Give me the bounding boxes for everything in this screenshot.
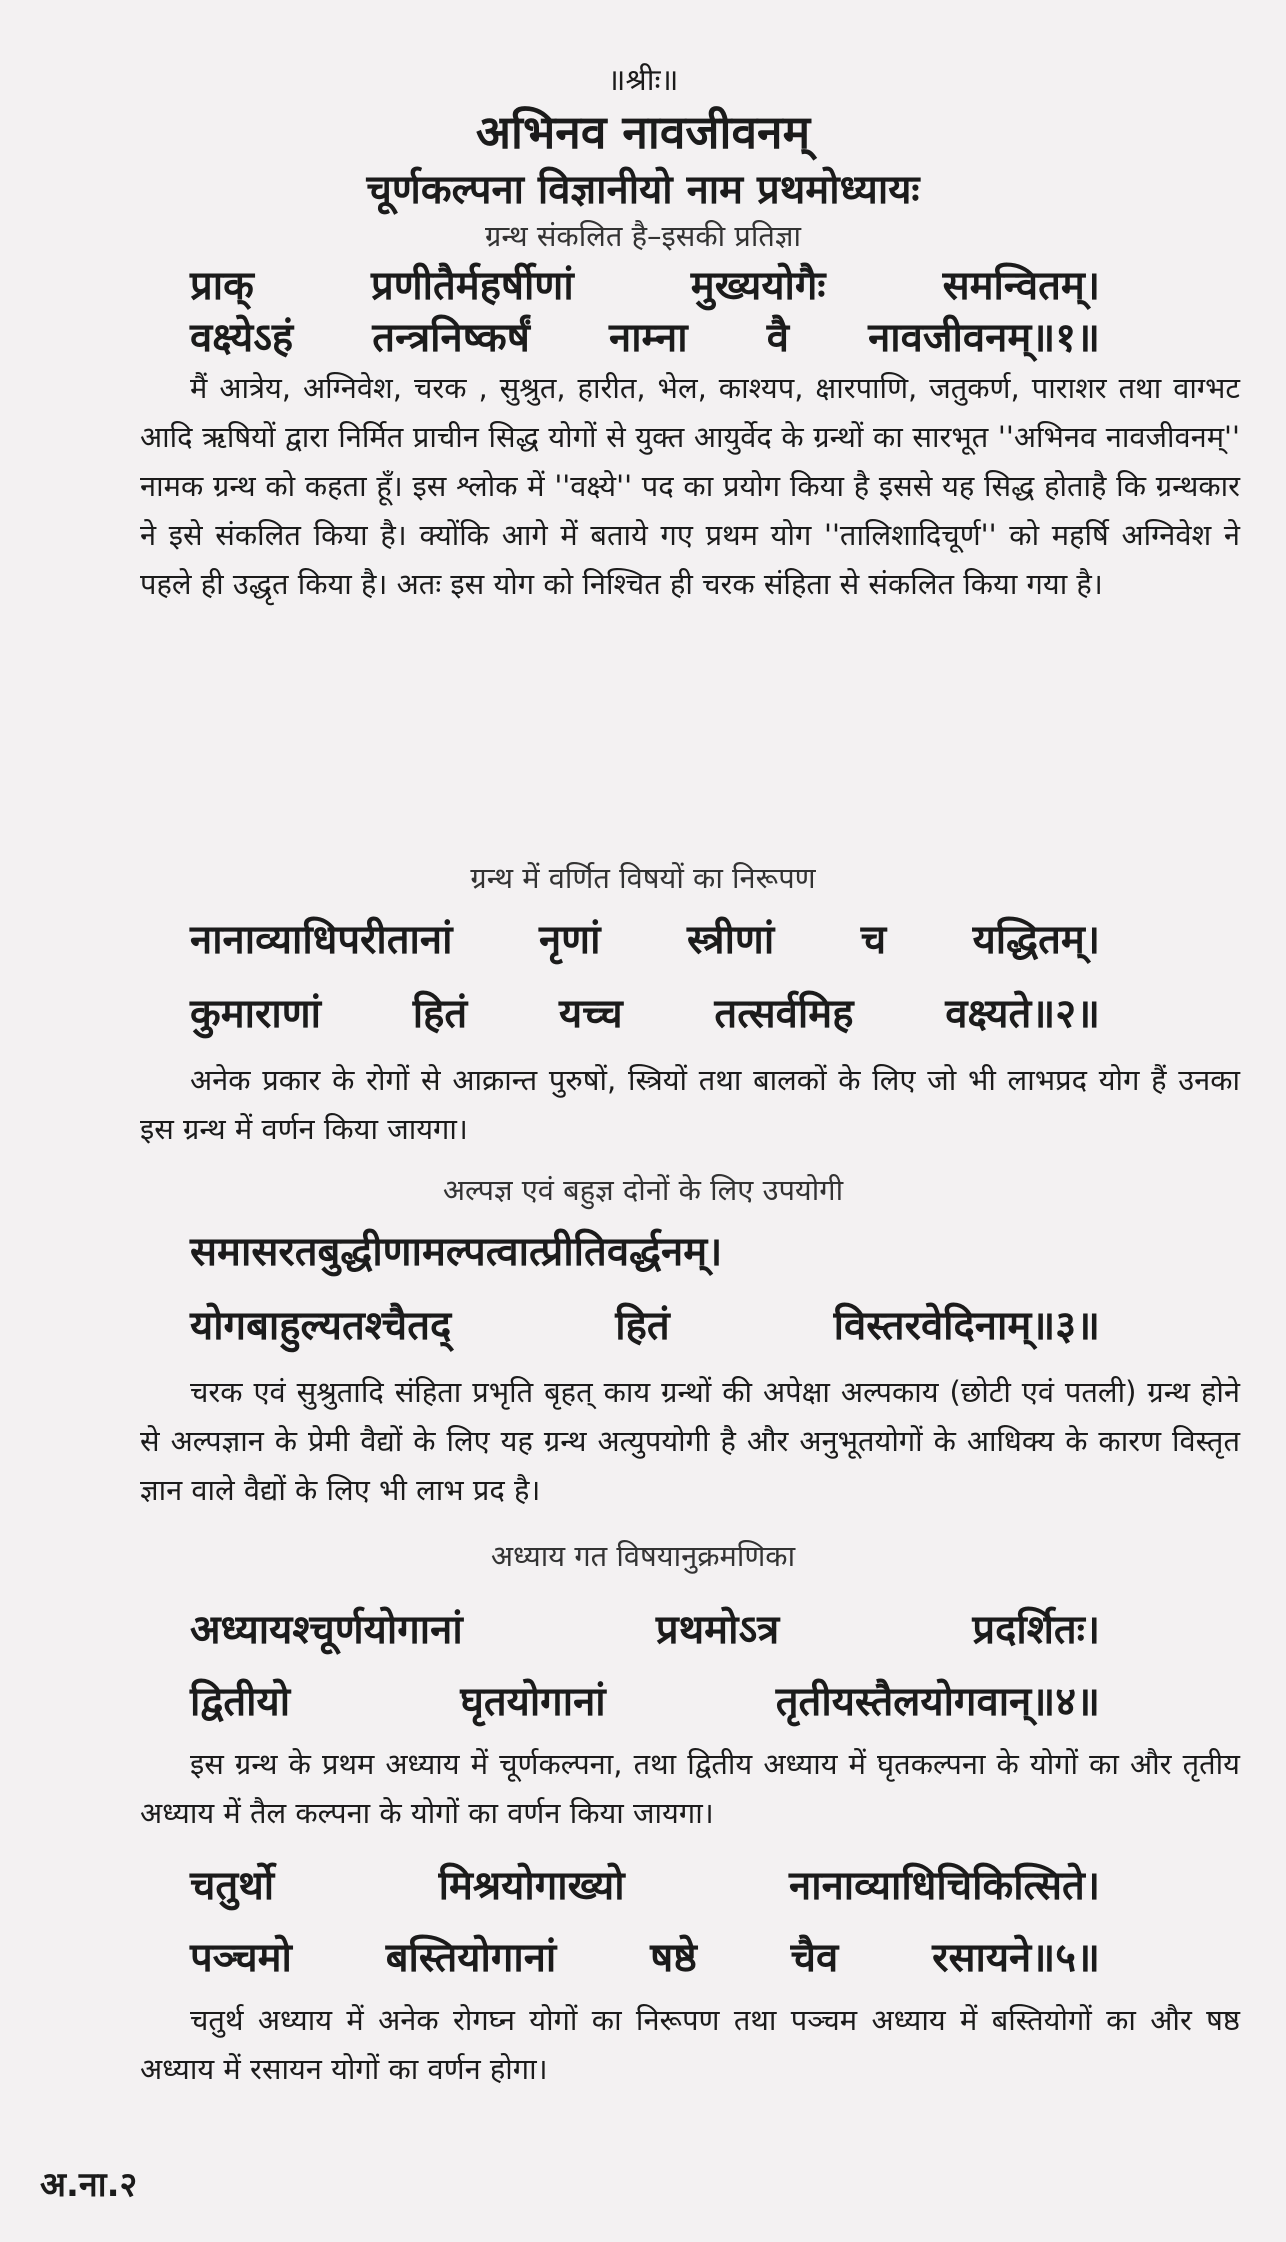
invocation: ॥श्रीः॥ <box>607 63 679 98</box>
verse-1-line-2 <box>190 308 1100 363</box>
commentary-2 <box>140 1056 1240 1154</box>
commentary-1 <box>140 364 1240 609</box>
verse-word: नृणां <box>538 917 601 963</box>
verse-word: यद्धितम्। <box>972 917 1100 963</box>
verse-word: घृतयोगानां <box>460 1679 606 1725</box>
chapter-title: चूर्णकल्पना विज्ञानीयो नाम प्रथमोध्यायः <box>366 167 920 213</box>
verse-word: समासरतबुद्धीणामल्पत्वात्प्रीतिवर्द्धनम्। <box>190 1229 723 1275</box>
verse-word: वक्ष्यते॥२॥ <box>945 991 1100 1037</box>
verse-3-line-2 <box>190 1296 1100 1351</box>
verse-1-line-1 <box>190 256 1100 311</box>
verse-word: पञ्चमो <box>190 1935 292 1981</box>
commentary-5 <box>140 1996 1240 2094</box>
verse-word: तृतीयस्तैलयोगवान्॥४॥ <box>775 1679 1100 1725</box>
verse-word: षष्ठे <box>650 1935 697 1981</box>
verse-word: प्राक् <box>190 263 254 309</box>
verse-word: मुख्ययोगैः <box>690 263 826 309</box>
verse-word: हितं <box>412 991 468 1037</box>
commentary-4 <box>140 1740 1240 1838</box>
verse-5-line-1 <box>190 1856 1100 1911</box>
subheading-3: अल्पज्ञ एवं बहुज्ञ दोनों के लिए उपयोगी <box>442 1173 844 1207</box>
verse-2-line-2 <box>190 984 1100 1039</box>
book-title: अभिनव नावजीवनम् <box>475 105 811 159</box>
verse-3-line-1 <box>190 1222 1100 1277</box>
subheading-2: ग्रन्थ में वर्णित विषयों का निरूपण <box>470 861 816 895</box>
page-signature: अ.ना.२ <box>40 2165 138 2205</box>
verse-word: यच्च <box>558 991 623 1037</box>
verse-word: कुमाराणां <box>190 991 321 1037</box>
commentary-text: चरक एवं सुश्रुतादि संहिता प्रभृति बृहत् काय ग्रन्थों की अपेक्षा अल्पकाय (छोटी एवं पतली) ग्रन्थ होने से अल्पज्ञान के प्रेमी वैद्यों के लिए यह ग्रन्थ अत्युपयोगी है और अनुभूतयोगों के आधिक्य के कारण विस्तृत ज्ञान वाले वैद्यों के लिए भी लाभ प्रद है। <box>140 1375 1240 1507</box>
verse-2-line-1 <box>190 910 1100 965</box>
verse-4-line-1 <box>190 1600 1100 1655</box>
verse-word: तन्त्रनिष्कर्षं <box>372 315 530 361</box>
verse-word: तत्सर्वमिह <box>714 991 854 1037</box>
subheading-1: ग्रन्थ संकलित है–इसकी प्रतिज्ञा <box>484 219 802 253</box>
verse-word: प्रदर्शितः। <box>972 1607 1100 1653</box>
verse-word: बस्तियोगानां <box>385 1935 557 1981</box>
verse-word: अध्यायश्चूर्णयोगानां <box>190 1607 463 1653</box>
verse-word: नानाव्याधिपरीतानां <box>190 917 453 963</box>
commentary-text: चतुर्थ अध्याय में अनेक रोगघ्न योगों का निरूपण तथा पञ्चम अध्याय में बस्तियोगों का और षष्ठ अध्याय में रसायन योगों का वर्णन होगा। <box>140 2003 1240 2086</box>
verse-word: चतुर्थो <box>190 1863 275 1909</box>
commentary-3 <box>140 1368 1240 1515</box>
subheading-4: अध्याय गत विषयानुक्रमणिका <box>490 1539 796 1573</box>
verse-word: मिश्रयोगाख्यो <box>438 1863 625 1909</box>
verse-word: वै <box>766 315 789 361</box>
verse-word: हितं <box>615 1303 670 1349</box>
verse-word: स्त्रीणां <box>686 917 775 963</box>
verse-word: विस्तरवेदिनाम्॥३॥ <box>833 1303 1100 1349</box>
verse-word: द्वितीयो <box>190 1679 291 1725</box>
commentary-text: मैं आत्रेय, अग्निवेश, चरक , सुश्रुत, हारीत, भेल, काश्यप, क्षारपाणि, जतुकर्ण, पाराशर तथा वाग्भट आदि ऋषियों द्वारा निर्मित प्राचीन सिद्ध योगों से युक्त आयुर्वेद के ग्रन्थों का सारभूत ''अभिनव नावजीवनम्'' नामक ग्रन्थ को कहता हूँ। इस श्लोक में ''वक्ष्ये'' पद का प्रयोग किया है इससे यह सिद्ध होताहै कि ग्रन्थकार ने इसे संकलित किया है। क्योंकि आगे में बताये गए प्रथम योग ''तालिशादिचूर्ण'' को महर्षि अग्निवेश ने पहले ही उद्धृत किया है। अतः इस योग को निश्चित ही चरक संहिता से संकलित किया गया है। <box>140 371 1240 601</box>
verse-word: चैव <box>790 1935 839 1981</box>
verse-4-line-2 <box>190 1672 1100 1727</box>
verse-word: वक्ष्येऽहं <box>190 315 294 361</box>
commentary-text: अनेक प्रकार के रोगों से आक्रान्त पुरुषों, स्त्रियों तथा बालकों के लिए जो भी लाभप्रद योग हैं उनका इस ग्रन्थ में वर्णन किया जायगा। <box>140 1063 1240 1146</box>
verse-5-line-2 <box>190 1928 1100 1983</box>
verse-word: प्रणीतैर्महर्षीणां <box>370 263 574 309</box>
verse-word: नानाव्याधिचिकित्सिते। <box>789 1863 1100 1909</box>
verse-word: योगबाहुल्यतश्चैतद् <box>190 1303 452 1349</box>
verse-word: समन्वितम्। <box>942 263 1100 309</box>
commentary-text: इस ग्रन्थ के प्रथम अध्याय में चूर्णकल्पना, तथा द्वितीय अध्याय में घृतकल्पना के योगों का और तृतीय अध्याय में तैल कल्पना के योगों का वर्णन किया जायगा। <box>140 1747 1240 1830</box>
verse-word: नावजीवनम्॥१॥ <box>868 315 1100 361</box>
verse-word: रसायने॥५॥ <box>932 1935 1100 1981</box>
verse-word: प्रथमोऽत्र <box>655 1607 780 1653</box>
verse-word: च <box>860 917 887 963</box>
verse-word: नाम्ना <box>609 315 688 361</box>
